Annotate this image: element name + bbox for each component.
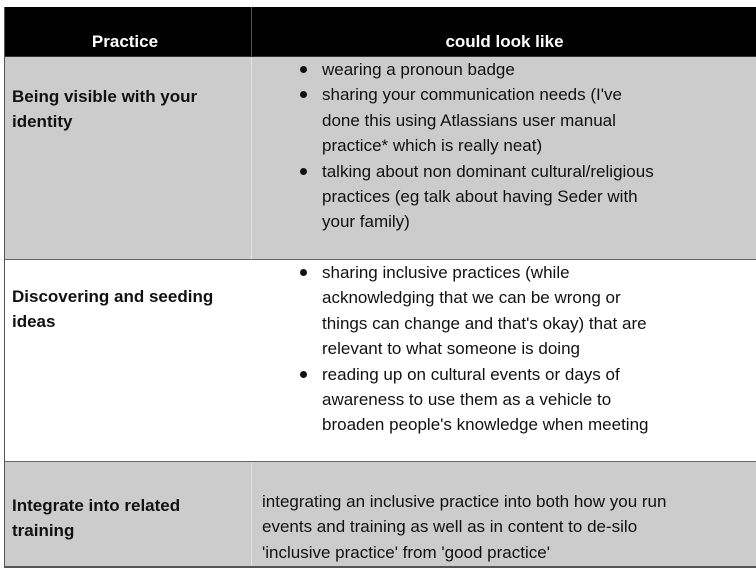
header-practice-label: Practice — [91, 32, 159, 51]
bullet-icon — [300, 91, 307, 98]
examples-list — [261, 57, 661, 235]
practice-label: Discovering and seeding ideas — [12, 287, 214, 331]
list-item — [261, 159, 661, 235]
practice-label: Integrate into related training — [12, 496, 181, 540]
table-row — [5, 57, 756, 260]
header-could-look-like-label: could look like — [445, 32, 564, 51]
bullet-icon — [300, 66, 307, 73]
practice-cell — [5, 260, 252, 461]
table-row — [5, 260, 756, 462]
list-item — [261, 82, 661, 158]
list-item-text: reading up on cultural events or days of awareness to use them as a vehicle to broaden people's knowledge when meeting — [322, 364, 649, 435]
list-item-text: sharing your communication needs (I've done this using Atlassians user manual practice* which is really neat) — [322, 85, 622, 156]
examples-cell — [252, 462, 756, 566]
example-text: integrating an inclusive practice into both how you run events and training as well as in content to de-silo 'inclusive practice' from 'good practice' — [262, 492, 667, 562]
examples-cell — [252, 57, 756, 259]
examples-cell — [252, 260, 756, 461]
practice-label: Being visible with your identity — [12, 87, 198, 131]
table-header-row — [5, 7, 756, 57]
bullet-icon — [300, 269, 307, 276]
practices-table — [4, 7, 756, 568]
bullet-icon — [300, 168, 307, 175]
table-row — [5, 462, 756, 568]
list-item — [261, 362, 661, 438]
header-cell-practice — [5, 7, 252, 56]
practice-cell — [5, 462, 252, 566]
examples-list — [261, 260, 661, 438]
list-item-text: talking about non dominant cultural/religious practices (eg talk about having Seder with your family) — [322, 161, 654, 232]
list-item — [261, 57, 661, 82]
list-item — [261, 260, 661, 362]
header-cell-could-look-like — [252, 7, 756, 56]
bullet-icon — [300, 371, 307, 378]
list-item-text: wearing a pronoun badge — [322, 60, 515, 79]
practice-cell — [5, 57, 252, 259]
list-item-text: sharing inclusive practices (while acknowledging that we can be wrong or things can change and that's okay) that are relevant to what someone is doing — [322, 263, 647, 359]
